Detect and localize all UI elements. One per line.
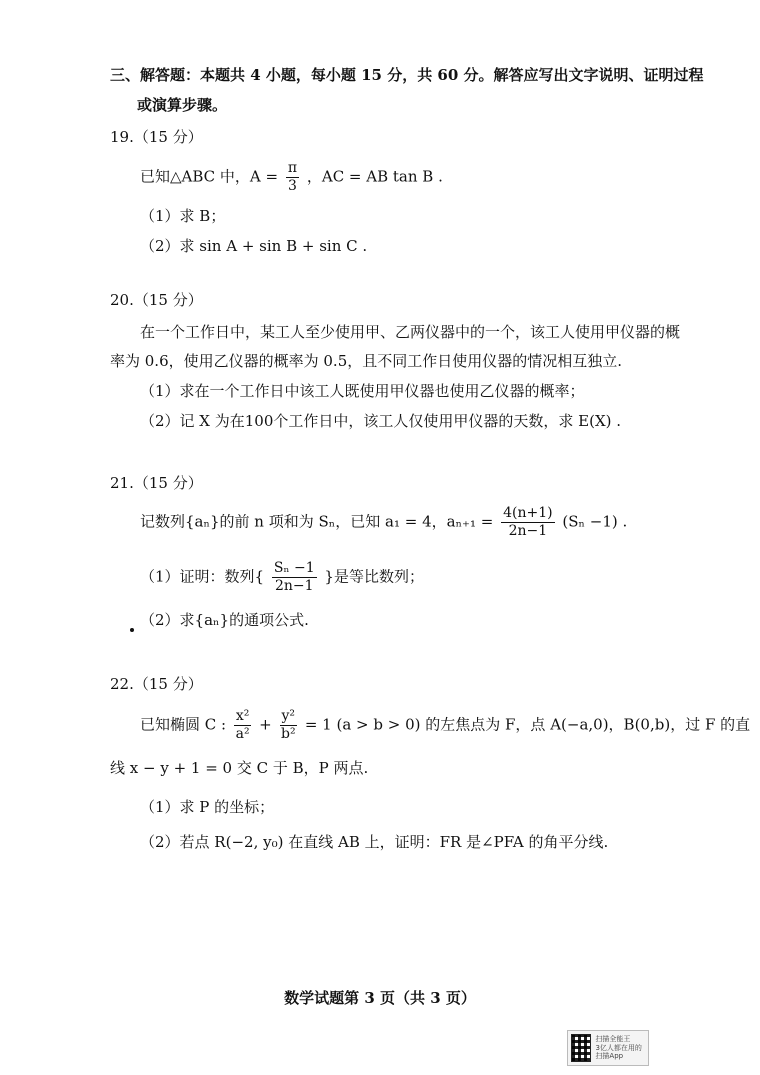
q22-header: 22.（15 分） xyxy=(110,675,203,693)
q21-stem-post: (Sₙ −1) . xyxy=(562,512,628,531)
q22-stem-line1 xyxy=(140,708,750,743)
q22-part1: （1）求 P 的坐标； xyxy=(140,798,275,816)
q19-frac-den: 3 xyxy=(288,177,297,194)
q21-part1-post: }是等比数列； xyxy=(324,567,424,586)
q20-part1: （1）求在一个工作日中该工人既使用甲仪器也使用乙仪器的概率； xyxy=(140,382,585,400)
q22-stem-post: = 1 (a > b > 0) 的左焦点为 F，点 A(−a,0)，B(0,b)，过 F 的直 xyxy=(304,715,751,734)
q22-plus: + xyxy=(259,715,272,734)
q19-part1: （1）求 B； xyxy=(140,207,226,225)
q21-header: 21.（15 分） xyxy=(110,474,203,492)
q21-part1-frac-num: Sₙ −1 xyxy=(273,560,315,576)
q22-frac-y-num: y² xyxy=(281,708,296,724)
q21-fraction xyxy=(501,505,555,540)
q19-header: 19.（15 分） xyxy=(110,128,203,146)
q22-frac-y xyxy=(280,708,298,743)
q22-frac-x xyxy=(234,708,252,743)
q20-stem-line1: 在一个工作日中，某工人至少使用甲、乙两仪器中的一个，该工人使用甲仪器的概 xyxy=(140,323,681,341)
q21-stem xyxy=(140,505,627,540)
q21-part1-frac-den: 2n−1 xyxy=(274,577,314,594)
qr-code-icon xyxy=(571,1034,591,1062)
q21-stem-pre: 记数列{aₙ}的前 n 项和为 Sₙ，已知 a₁ = 4，aₙ₊₁ = xyxy=(140,512,494,531)
q21-part2: （2）求{aₙ}的通项公式. xyxy=(140,611,309,629)
q19-fraction xyxy=(286,160,299,195)
q19-frac-num: π xyxy=(287,160,298,176)
q20-part2: （2）记 X 为在100个工作日中，该工人仅使用甲仪器的天数，求 E(X) . xyxy=(140,412,622,430)
q20-header: 20.（15 分） xyxy=(110,291,203,309)
watermark-line2: 3亿人都在用的扫描App xyxy=(595,1043,642,1061)
q22-stem-line2: 线 x − y + 1 = 0 交 C 于 B，P 两点. xyxy=(110,759,369,777)
q22-part2: （2）若点 R(−2, y₀) 在直线 AB 上，证明：FR 是∠PFA 的角平分线. xyxy=(140,833,609,851)
q22-stem-pre: 已知椭圆 C : xyxy=(140,715,227,734)
q21-part1 xyxy=(140,560,424,595)
section-heading: 三、解答题：本题共 4 小题，每小题 15 分，共 60 分。解答应写出文字说明、证明过程 xyxy=(110,66,704,84)
q19-stem xyxy=(140,160,443,195)
q22-frac-x-num: x² xyxy=(235,708,250,724)
q22-frac-x-den: a² xyxy=(235,725,250,742)
q21-frac-den: 2n−1 xyxy=(508,522,548,539)
q19-stem-post: ，AC = AB tan B . xyxy=(306,167,443,186)
scanner-watermark xyxy=(567,1030,649,1066)
q22-frac-y-den: b² xyxy=(280,725,296,742)
page-footer: 数学试题第 3 页（共 3 页） xyxy=(284,989,476,1007)
q19-part2: （2）求 sin A + sin B + sin C . xyxy=(140,237,368,255)
watermark-text xyxy=(595,1035,648,1060)
q20-stem-line2: 率为 0.6，使用乙仪器的概率为 0.5，且不同工作日使用仪器的情况相互独立. xyxy=(110,352,623,370)
watermark-line1: 扫描全能王 xyxy=(595,1035,631,1044)
ink-dot xyxy=(130,628,134,632)
section-heading-cont: 或演算步骤。 xyxy=(137,96,228,114)
q21-part1-fraction xyxy=(272,560,317,595)
q21-part1-pre: （1）证明：数列{ xyxy=(140,567,265,586)
q19-stem-pre: 已知△ABC 中，A = xyxy=(140,167,279,186)
q21-frac-num: 4(n+1) xyxy=(503,505,553,521)
